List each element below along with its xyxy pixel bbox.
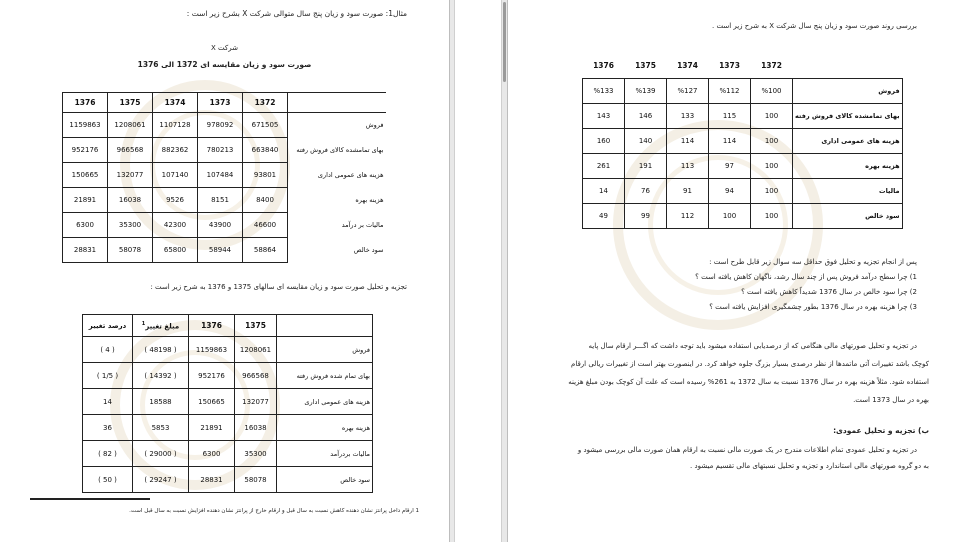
table-cell: 99 (625, 203, 667, 228)
table-cell: 6300 (189, 441, 235, 467)
table-cell: 91 (667, 178, 709, 203)
table-cell: 100 (751, 203, 793, 228)
row-label: مالیات بر درآمد (341, 221, 384, 229)
label-column-header (288, 93, 386, 113)
change-analysis-table (82, 314, 373, 493)
row-label: سود خالص (353, 246, 384, 254)
table-cell: 49 (583, 203, 625, 228)
table-cell: 100 (751, 128, 793, 153)
table-cell: ( 1/5 ) (83, 363, 133, 389)
table-cell: 14 (83, 389, 133, 415)
table-cell: 1159863 (63, 113, 108, 138)
table-cell: %139 (625, 78, 667, 103)
table-cell: 100 (709, 203, 751, 228)
table-cell: 952176 (63, 138, 108, 163)
table-cell: %127 (667, 78, 709, 103)
table-cell: 35300 (108, 213, 153, 238)
table-cell: 1208061 (235, 337, 277, 363)
row-label: بهای تمام شده فروش رفته (277, 363, 373, 389)
table-cell: 97 (709, 153, 751, 178)
table-cell: 58864 (243, 238, 288, 263)
table-cell: 42300 (153, 213, 198, 238)
table-cell: 191 (625, 153, 667, 178)
section-line: به دو گروه صورتهای مالی استاندارد و تجزیه و تحلیل نسبتهای مالی تقسیم میشود . (690, 462, 929, 470)
table-row (583, 153, 903, 178)
table-cell: 5853 (133, 415, 189, 441)
paragraph-line: در تجزیه و تحلیل صورتهای مالی هنگامی که از درصدیابی استفاده میشود باید توجه داشت که اگـــر ارقام سال پایه (588, 342, 917, 350)
table-cell: 140 (625, 128, 667, 153)
label-column-header (277, 315, 373, 337)
table-header-row (63, 93, 386, 113)
footnote: 1 ارقام داخل پرانتز نشان دهنده کاهش نسبت به سال قبل و ارقام خارج از پرانتز نشان دهنده افزایش نسبت به سال قبل است. (129, 508, 419, 514)
table-cell: 107484 (198, 163, 243, 188)
table-cell: 43900 (198, 213, 243, 238)
table-cell: 100 (751, 103, 793, 128)
table-cell: 114 (667, 128, 709, 153)
table-row (83, 441, 373, 467)
example-heading: مثال1: صورت سود و زیان پنج سال متوالی شرکت X بشرح زیر است : (186, 9, 407, 18)
table-cell: 1159863 (189, 337, 235, 363)
table-cell: ( 82 ) (83, 441, 133, 467)
row-label: سود خالص (277, 467, 373, 493)
table-cell: 113 (667, 153, 709, 178)
table-cell: 882362 (153, 138, 198, 163)
column-header: 1375 (235, 315, 277, 337)
table-cell: 146 (625, 103, 667, 128)
paragraph-line: بهره در سال 1373 است. (853, 396, 929, 404)
row-label: بهای تمامشده کالای فروش رفته (793, 103, 903, 128)
table-cell: ( 14392 ) (133, 363, 189, 389)
row-label: بهای تمامشده کالای فروش رفته (296, 146, 384, 154)
table-cell: 966568 (108, 138, 153, 163)
column-header (133, 315, 189, 337)
table-cell: 115 (709, 103, 751, 128)
table-row (63, 113, 386, 138)
table-cell: 46600 (243, 213, 288, 238)
column-header-text: مبلغ تغییر (145, 322, 180, 331)
page-gap (455, 0, 501, 542)
profit-loss-comparative-table (62, 92, 386, 263)
table-cell: ( 50 ) (83, 467, 133, 493)
table-row (83, 415, 373, 441)
table-row (583, 128, 903, 153)
row-label: هزینه بهره (277, 415, 373, 441)
table-row (63, 213, 386, 238)
column-header: 1372 (243, 93, 288, 113)
table-cell: 150665 (63, 163, 108, 188)
table-cell: 978092 (198, 113, 243, 138)
table-cell: 114 (709, 128, 751, 153)
trend-intro: بررسی روند صورت سود و زیان پنج سال شرکت X به شرح زیر است . (712, 22, 917, 30)
table-cell: 100 (751, 153, 793, 178)
table-header-row (83, 315, 373, 337)
table-cell: %100 (751, 78, 793, 103)
section-heading: ب) تجزیه و تحلیل عمودی: (833, 426, 929, 435)
table-row (583, 178, 903, 203)
table-cell: %112 (709, 78, 751, 103)
row-label: هزینه بهره (355, 196, 384, 204)
row-label: فروش (793, 78, 903, 103)
table-cell: 14 (583, 178, 625, 203)
vertical-scrollbar[interactable] (501, 0, 508, 542)
company-name: شرکت X (211, 44, 238, 52)
row-label: هزینه بهره (793, 153, 903, 178)
table-row (83, 363, 373, 389)
table-cell: 261 (583, 153, 625, 178)
table-row (83, 389, 373, 415)
row-label: مالیات بردرآمد (277, 441, 373, 467)
column-header: 1375 (108, 93, 153, 113)
table-cell: %133 (583, 78, 625, 103)
question-item: 2) چرا سود خالص در سال 1376 شدیداً کاهش یافته است ؟ (741, 288, 917, 296)
row-label: مالیات (793, 178, 903, 203)
table-row (583, 78, 903, 103)
row-label: هزینه های عمومی اداری (793, 128, 903, 153)
column-header: 1374 (153, 93, 198, 113)
scrollbar-thumb[interactable] (503, 2, 506, 82)
table-cell: 143 (583, 103, 625, 128)
table-cell: 36 (83, 415, 133, 441)
column-header: 1372 (761, 61, 782, 71)
table-cell: 8400 (243, 188, 288, 213)
table-cell: 16038 (235, 415, 277, 441)
column-header: 1376 (593, 61, 614, 71)
table-cell: 28831 (63, 238, 108, 263)
section-line: در تجزیه و تحلیل عمودی تمام اطلاعات مندرج در یک صورت مالی نسبت به ارقام همان صورت مالی بررسی میشود و (577, 446, 917, 454)
table-row (63, 163, 386, 188)
table-cell: 94 (709, 178, 751, 203)
report-title: صورت سود و زیان مقایسه ای 1372 الی 1376 (137, 60, 312, 69)
analysis-intro: تجزیه و تحلیل صورت سود و زیان مقایسه ای سالهای 1375 و 1376 به شرح زیر است : (150, 283, 407, 291)
table-cell: 76 (625, 178, 667, 203)
questions-intro: پس از انجام تجزیه و تحلیل فوق حداقل سه سوال زیر قابل طرح است : (709, 258, 917, 266)
table-cell: 112 (667, 203, 709, 228)
table-cell: 65800 (153, 238, 198, 263)
table-cell: 671505 (243, 113, 288, 138)
row-label: هزینه های عمومی اداری (317, 171, 384, 179)
table-row (583, 203, 903, 228)
table-cell: ( 48198 ) (133, 337, 189, 363)
row-label: فروش (277, 337, 373, 363)
column-header: 1374 (677, 61, 698, 71)
table-cell: 58078 (235, 467, 277, 493)
table-cell: 780213 (198, 138, 243, 163)
table-cell: 16038 (108, 188, 153, 213)
table-cell: 150665 (189, 389, 235, 415)
document-page-left (0, 0, 449, 542)
table-cell: 100 (751, 178, 793, 203)
table-cell: 58944 (198, 238, 243, 263)
table-cell: 21891 (63, 188, 108, 213)
table-cell: 18588 (133, 389, 189, 415)
question-item: 3) چرا هزینه بهره در سال 1376 بطور چشمگیری افزایش یافته است ؟ (709, 303, 917, 311)
paragraph-line: استفاده شود. مثلاً هزینه بهره در سال 1376 نسبت به سال 1372 به 261% رسیده است که علت آن کوچک بودن مبلغ هزینه (568, 378, 929, 386)
column-header: 1376 (63, 93, 108, 113)
column-header: 1373 (719, 61, 740, 71)
table-cell: 966568 (235, 363, 277, 389)
column-header: درصد تغییر (83, 315, 133, 337)
table-cell: 133 (667, 103, 709, 128)
table-cell: 6300 (63, 213, 108, 238)
table-cell: 1208061 (108, 113, 153, 138)
table-cell: 93801 (243, 163, 288, 188)
row-label: سود خالص (793, 203, 903, 228)
trend-index-table (582, 54, 903, 229)
table-cell: 9526 (153, 188, 198, 213)
document-page-right (508, 0, 959, 542)
table-row (63, 138, 386, 163)
column-header: 1375 (635, 61, 656, 71)
table-cell: 28831 (189, 467, 235, 493)
table-cell: 663840 (243, 138, 288, 163)
table-cell: 1107128 (153, 113, 198, 138)
column-header: 1376 (189, 315, 235, 337)
table-cell: 58078 (108, 238, 153, 263)
question-item: 1) چرا سطح درآمد فروش پس از چند سال رشد، ناگهان کاهش یافته است ؟ (695, 273, 917, 281)
table-row (63, 238, 386, 263)
column-header: 1373 (198, 93, 243, 113)
table-row (83, 337, 373, 363)
row-label: هزینه های عمومی اداری (277, 389, 373, 415)
paragraph-line: کوچک باشد تغییرات آتی ماتمدها از نظر درصدی بسیار بزرگ جلوه خواهد کرد. در اینصورت بهتر است از تغییرات ریالی ارقام (570, 360, 929, 368)
table-cell: 107140 (153, 163, 198, 188)
table-row (63, 188, 386, 213)
table-cell: ( 29000 ) (133, 441, 189, 467)
table-cell: ( 4 ) (83, 337, 133, 363)
table-cell: 35300 (235, 441, 277, 467)
table-row (83, 467, 373, 493)
footnote-divider (30, 498, 150, 500)
table-header-row (583, 54, 903, 78)
table-cell: 132077 (235, 389, 277, 415)
table-cell: 160 (583, 128, 625, 153)
table-cell: 8151 (198, 188, 243, 213)
label-column-header (793, 54, 903, 78)
table-cell: 21891 (189, 415, 235, 441)
table-row (583, 103, 903, 128)
table-cell: 132077 (108, 163, 153, 188)
table-cell: ( 29247 ) (133, 467, 189, 493)
footnote-marker: 1 (141, 320, 146, 327)
row-label: فروش (365, 121, 384, 130)
table-cell: 952176 (189, 363, 235, 389)
